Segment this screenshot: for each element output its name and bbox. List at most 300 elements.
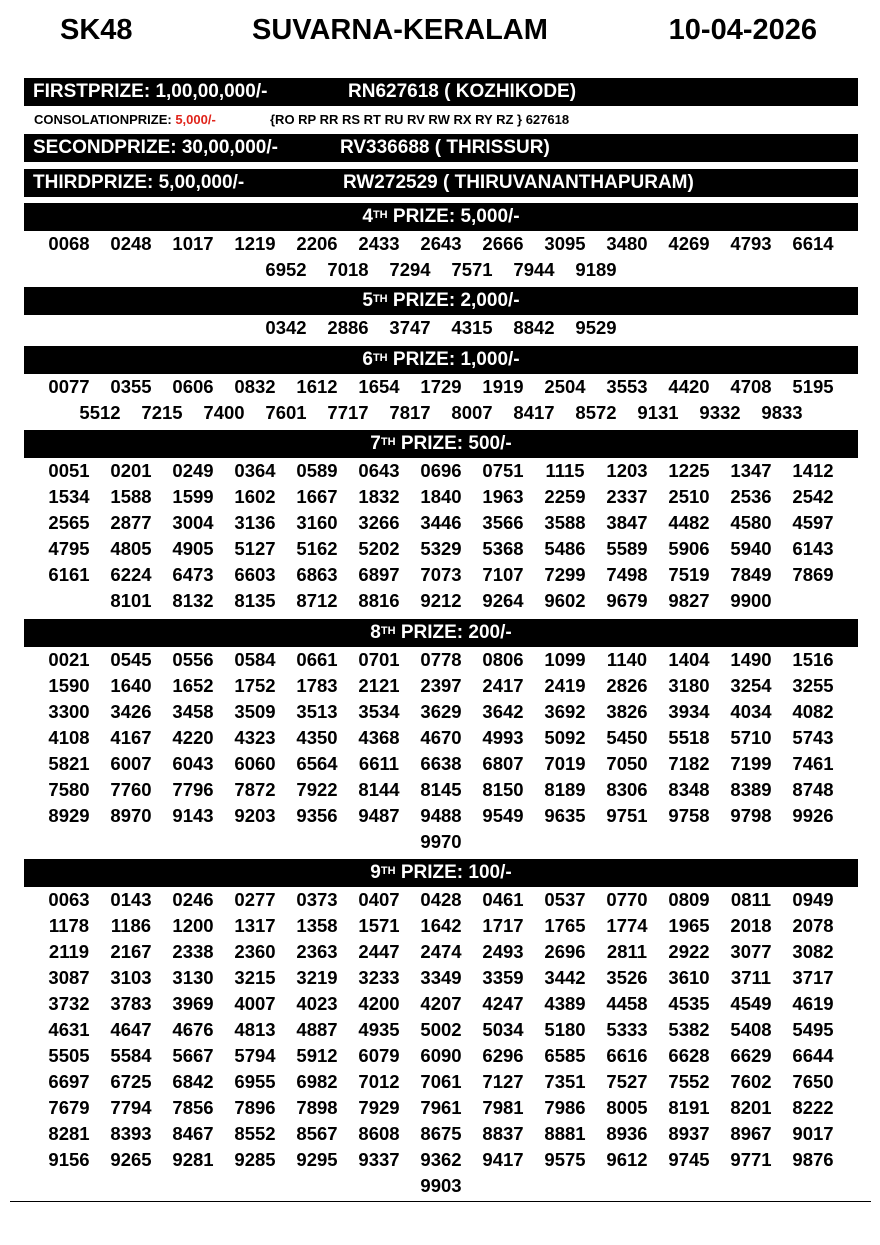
winning-numbers-grid-4 [24, 231, 858, 283]
numbers-row [24, 777, 858, 803]
winning-number: 9203 [234, 805, 276, 826]
winning-number: 9337 [358, 1149, 400, 1170]
first-prize-label: FIRSTPRIZE: 1,00,00,000/- [33, 81, 268, 102]
winning-number: 3266 [358, 512, 400, 533]
winning-number: 9827 [668, 590, 710, 611]
winning-number: 5495 [792, 1019, 834, 1040]
winning-number: 1774 [606, 915, 648, 936]
winning-number: 7215 [141, 402, 183, 423]
winning-number: 4813 [234, 1019, 276, 1040]
consolation-prize-line [34, 110, 570, 130]
numbers-row [24, 1173, 858, 1199]
winning-number: 0201 [110, 460, 152, 481]
winning-number: 8101 [110, 590, 152, 611]
rank-suffix: TH [380, 436, 396, 448]
winning-number: 0643 [358, 460, 400, 481]
winning-number: 1602 [234, 486, 276, 507]
winning-number: 8567 [296, 1123, 338, 1144]
winning-number: 6060 [234, 753, 276, 774]
winning-number: 3732 [48, 993, 90, 1014]
winning-number: 8135 [234, 590, 276, 611]
winning-number: 1588 [110, 486, 152, 507]
winning-number: 8816 [358, 590, 400, 611]
winning-number: 2121 [358, 675, 400, 696]
numbers-row [24, 1095, 858, 1121]
winning-number: 7796 [172, 779, 214, 800]
winning-number: 4905 [172, 538, 214, 559]
winning-number: 9745 [668, 1149, 710, 1170]
winning-number: 3254 [730, 675, 772, 696]
winning-number: 9926 [792, 805, 834, 826]
winning-number: 8306 [606, 779, 648, 800]
third-prize-bar [24, 169, 858, 197]
winning-number: 4458 [606, 993, 648, 1014]
winning-number: 7199 [730, 753, 772, 774]
winning-number: 3711 [730, 967, 772, 988]
winning-number: 0811 [730, 889, 772, 910]
winning-number: 6644 [792, 1045, 834, 1066]
winning-number: 2877 [110, 512, 152, 533]
winning-number: 8144 [358, 779, 400, 800]
winning-number: 3219 [296, 967, 338, 988]
second-prize-label: SECONDPRIZE: 30,00,000/- [33, 137, 278, 158]
winning-number: 1729 [420, 376, 462, 397]
winning-number: 9751 [606, 805, 648, 826]
winning-number: 4535 [668, 993, 710, 1014]
winning-number: 5408 [730, 1019, 772, 1040]
numbers-row [24, 803, 858, 829]
winning-number: 7981 [482, 1097, 524, 1118]
rank-suffix: TH [380, 625, 396, 637]
winning-number: 1017 [172, 233, 214, 254]
winning-number: 9798 [730, 805, 772, 826]
winning-numbers-grid-9 [24, 887, 858, 1199]
winning-number: 6863 [296, 564, 338, 585]
winning-number: 1783 [296, 675, 338, 696]
winning-number: 7519 [668, 564, 710, 585]
numbers-row [24, 991, 858, 1017]
numbers-row [24, 1069, 858, 1095]
prize-band-7 [24, 430, 858, 458]
winning-number: 1832 [358, 486, 400, 507]
winning-number: 7400 [203, 402, 245, 423]
winning-number: 2337 [606, 486, 648, 507]
winning-number: 9295 [296, 1149, 338, 1170]
winning-number: 2259 [544, 486, 586, 507]
winning-number: 1534 [48, 486, 90, 507]
winning-number: 1347 [730, 460, 772, 481]
winning-number: 9189 [575, 259, 617, 280]
winning-numbers-grid-7 [24, 458, 858, 614]
winning-number: 0407 [358, 889, 400, 910]
winning-number: 6842 [172, 1071, 214, 1092]
winning-number: 1652 [172, 675, 214, 696]
winning-number: 6614 [792, 233, 834, 254]
winning-number: 3180 [668, 675, 710, 696]
winning-number: 8189 [544, 779, 586, 800]
winning-number: 9143 [172, 805, 214, 826]
winning-number: 5821 [48, 753, 90, 774]
winning-number: 0342 [265, 317, 307, 338]
numbers-row [24, 939, 858, 965]
winning-number: 9602 [544, 590, 586, 611]
winning-number: 2360 [234, 941, 276, 962]
winning-number: 0832 [234, 376, 276, 397]
winning-number: 9758 [668, 805, 710, 826]
winning-number: 6952 [265, 259, 307, 280]
third-prize-label: THIRDPRIZE: 5,00,000/- [33, 172, 245, 193]
winning-number: 3300 [48, 701, 90, 722]
winning-number: 1178 [48, 915, 90, 936]
winning-number: 2119 [48, 941, 90, 962]
winning-number: 9900 [730, 590, 772, 611]
winning-number: 7294 [389, 259, 431, 280]
winning-number: 9212 [420, 590, 462, 611]
winning-number: 8393 [110, 1123, 152, 1144]
winning-number: 1516 [792, 649, 834, 670]
winning-number: 6161 [48, 564, 90, 585]
winning-number: 8970 [110, 805, 152, 826]
winning-number: 9635 [544, 805, 586, 826]
winning-number: 1612 [296, 376, 338, 397]
winning-number: 8222 [792, 1097, 834, 1118]
winning-number: 8281 [48, 1123, 90, 1144]
winning-number: 5743 [792, 727, 834, 748]
winning-number: 9264 [482, 590, 524, 611]
winning-number: 6473 [172, 564, 214, 585]
first-prize-ticket: RN627618 ( KOZHIKODE) [348, 81, 577, 102]
winning-number: 3215 [234, 967, 276, 988]
winning-number: 4482 [668, 512, 710, 533]
winning-number: 9356 [296, 805, 338, 826]
winning-number: 7944 [513, 259, 555, 280]
winning-number: 6043 [172, 753, 214, 774]
winning-number: 1219 [234, 233, 276, 254]
numbers-row [24, 374, 858, 400]
prize-amount-label: PRIZE: 200/- [400, 622, 512, 643]
numbers-row [24, 484, 858, 510]
prize-amount-label: PRIZE: 2,000/- [392, 290, 520, 311]
winning-number: 3509 [234, 701, 276, 722]
winning-number: 6725 [110, 1071, 152, 1092]
third-prize-ticket: RW272529 ( THIRUVANANTHAPURAM) [343, 172, 694, 193]
prize-rank: 4 [362, 206, 373, 227]
winning-number: 3629 [420, 701, 462, 722]
winning-number: 8348 [668, 779, 710, 800]
winning-number: 9017 [792, 1123, 834, 1144]
winning-number: 3349 [420, 967, 462, 988]
winning-numbers-grid-8 [24, 647, 858, 855]
winning-number: 1599 [172, 486, 214, 507]
winning-number: 3642 [482, 701, 524, 722]
numbers-row [24, 315, 858, 341]
prize-rank: 5 [362, 290, 373, 311]
winning-number: 7961 [420, 1097, 462, 1118]
winning-number: 5512 [79, 402, 121, 423]
winning-number: 7018 [327, 259, 369, 280]
winning-number: 7986 [544, 1097, 586, 1118]
winning-number: 9332 [699, 402, 741, 423]
winning-number: 8417 [513, 402, 555, 423]
winning-number: 9281 [172, 1149, 214, 1170]
prize-rank: 6 [362, 349, 373, 370]
winning-number: 6982 [296, 1071, 338, 1092]
winning-number: 1965 [668, 915, 710, 936]
winning-number: 1640 [110, 675, 152, 696]
winning-number: 3458 [172, 701, 214, 722]
winning-number: 8005 [606, 1097, 648, 1118]
winning-number: 1404 [668, 649, 710, 670]
winning-number: 7922 [296, 779, 338, 800]
first-prize-bar [24, 78, 858, 106]
winning-number: 2433 [358, 233, 400, 254]
winning-number: 7650 [792, 1071, 834, 1092]
winning-number: 0077 [48, 376, 90, 397]
winning-number: 8842 [513, 317, 555, 338]
winning-number: 3747 [389, 317, 431, 338]
winning-number: 4023 [296, 993, 338, 1014]
winning-number: 3095 [544, 233, 586, 254]
lottery-name: SUVARNA-KERALAM [252, 14, 548, 46]
winning-number: 7898 [296, 1097, 338, 1118]
winning-number: 0277 [234, 889, 276, 910]
winning-number: 7580 [48, 779, 90, 800]
winning-number: 7817 [389, 402, 431, 423]
winning-number: 8389 [730, 779, 772, 800]
winning-number: 8837 [482, 1123, 524, 1144]
winning-number: 0701 [358, 649, 400, 670]
winning-number: 7602 [730, 1071, 772, 1092]
winning-number: 9575 [544, 1149, 586, 1170]
winning-number: 3566 [482, 512, 524, 533]
prize-amount-label: PRIZE: 500/- [400, 433, 512, 454]
winning-number: 4350 [296, 727, 338, 748]
winning-numbers-grid-6 [24, 374, 858, 426]
draw-code: SK48 [60, 14, 133, 46]
winning-number: 6007 [110, 753, 152, 774]
winning-number: 6079 [358, 1045, 400, 1066]
numbers-row [24, 751, 858, 777]
winning-number: 0364 [234, 460, 276, 481]
winning-number: 6585 [544, 1045, 586, 1066]
winning-number: 3255 [792, 675, 834, 696]
draw-header [0, 12, 880, 48]
winning-number: 7601 [265, 402, 307, 423]
prize-band-5 [24, 287, 858, 315]
numbers-row [24, 887, 858, 913]
winning-number: 2167 [110, 941, 152, 962]
winning-number: 0461 [482, 889, 524, 910]
draw-date: 10-04-2026 [668, 14, 817, 46]
winning-number: 6638 [420, 753, 462, 774]
winning-number: 5180 [544, 1019, 586, 1040]
winning-number: 3442 [544, 967, 586, 988]
winning-number: 9487 [358, 805, 400, 826]
rank-suffix: TH [380, 865, 396, 877]
winning-number: 9549 [482, 805, 524, 826]
winning-number: 9265 [110, 1149, 152, 1170]
winning-number: 9156 [48, 1149, 90, 1170]
winning-number: 7571 [451, 259, 493, 280]
winning-number: 9970 [420, 831, 462, 852]
winning-number: 4200 [358, 993, 400, 1014]
winning-number: 1186 [110, 915, 152, 936]
winning-number: 4887 [296, 1019, 338, 1040]
winning-number: 4007 [234, 993, 276, 1014]
consolation-series: {RO RP RR RS RT RU RV RW RX RY RZ } 627618 [270, 112, 570, 127]
winning-number: 9131 [637, 402, 679, 423]
winning-number: 5667 [172, 1045, 214, 1066]
winning-number: 5912 [296, 1045, 338, 1066]
winning-number: 2643 [420, 233, 462, 254]
numbers-row [24, 647, 858, 673]
winning-number: 4420 [668, 376, 710, 397]
winning-number: 2417 [482, 675, 524, 696]
winning-number: 3513 [296, 701, 338, 722]
winning-number: 3130 [172, 967, 214, 988]
winning-number: 4082 [792, 701, 834, 722]
winning-number: 5450 [606, 727, 648, 748]
winning-number: 7019 [544, 753, 586, 774]
winning-number: 8929 [48, 805, 90, 826]
winning-number: 9903 [420, 1175, 462, 1196]
winning-number: 0068 [48, 233, 90, 254]
winning-number: 8145 [420, 779, 462, 800]
winning-number: 1752 [234, 675, 276, 696]
winning-number: 1358 [296, 915, 338, 936]
winning-number: 0770 [606, 889, 648, 910]
winning-number: 7552 [668, 1071, 710, 1092]
winning-number: 3826 [606, 701, 648, 722]
rank-suffix: TH [372, 352, 388, 364]
winning-number: 5034 [482, 1019, 524, 1040]
winning-number: 8572 [575, 402, 617, 423]
winning-number: 6296 [482, 1045, 524, 1066]
winning-number: 7869 [792, 564, 834, 585]
winning-number: 2504 [544, 376, 586, 397]
winning-number: 0584 [234, 649, 276, 670]
winning-number: 5486 [544, 538, 586, 559]
winning-number: 8712 [296, 590, 338, 611]
winning-number: 7127 [482, 1071, 524, 1092]
winning-number: 4368 [358, 727, 400, 748]
winning-number: 8150 [482, 779, 524, 800]
winning-number: 0021 [48, 649, 90, 670]
winning-number: 3136 [234, 512, 276, 533]
winning-number: 6090 [420, 1045, 462, 1066]
winning-number: 2886 [327, 317, 369, 338]
winning-number: 9285 [234, 1149, 276, 1170]
winning-number: 7012 [358, 1071, 400, 1092]
winning-number: 4676 [172, 1019, 214, 1040]
winning-number: 6143 [792, 538, 834, 559]
winning-number: 4108 [48, 727, 90, 748]
winning-number: 2419 [544, 675, 586, 696]
winning-number: 3087 [48, 967, 90, 988]
numbers-row [24, 588, 858, 614]
second-prize-ticket: RV336688 ( THRISSUR) [340, 137, 550, 158]
winning-number: 2565 [48, 512, 90, 533]
winning-number: 4619 [792, 993, 834, 1014]
winning-number: 7856 [172, 1097, 214, 1118]
winning-number: 2696 [544, 941, 586, 962]
winning-number: 6629 [730, 1045, 772, 1066]
winning-number: 8748 [792, 779, 834, 800]
prize-band-6 [24, 346, 858, 374]
winning-number: 9488 [420, 805, 462, 826]
winning-number: 3969 [172, 993, 214, 1014]
winning-number: 5518 [668, 727, 710, 748]
winning-number: 1412 [792, 460, 834, 481]
winning-number: 7182 [668, 753, 710, 774]
winning-number: 7849 [730, 564, 772, 585]
winning-number: 2536 [730, 486, 772, 507]
numbers-row [24, 1147, 858, 1173]
winning-number: 0051 [48, 460, 90, 481]
winning-number: 9679 [606, 590, 648, 611]
winning-number: 5127 [234, 538, 276, 559]
winning-number: 5162 [296, 538, 338, 559]
winning-number: 3082 [792, 941, 834, 962]
winning-number: 9876 [792, 1149, 834, 1170]
winning-number: 5584 [110, 1045, 152, 1066]
winning-number: 1919 [482, 376, 524, 397]
winning-number: 8936 [606, 1123, 648, 1144]
winning-number: 0373 [296, 889, 338, 910]
winning-number: 4597 [792, 512, 834, 533]
winning-number: 1571 [358, 915, 400, 936]
numbers-row [24, 829, 858, 855]
prize-rank: 9 [370, 862, 381, 883]
winning-number: 4631 [48, 1019, 90, 1040]
numbers-row [24, 725, 858, 751]
winning-number: 3534 [358, 701, 400, 722]
winning-number: 9771 [730, 1149, 772, 1170]
winning-number: 4708 [730, 376, 772, 397]
winning-number: 9529 [575, 317, 617, 338]
winning-number: 3717 [792, 967, 834, 988]
winning-number: 4323 [234, 727, 276, 748]
winning-number: 0556 [172, 649, 214, 670]
winning-number: 5710 [730, 727, 772, 748]
winning-number: 7107 [482, 564, 524, 585]
winning-number: 7299 [544, 564, 586, 585]
numbers-row [24, 231, 858, 257]
prize-amount-label: PRIZE: 5,000/- [392, 206, 520, 227]
winning-number: 1203 [606, 460, 648, 481]
winning-number: 0428 [420, 889, 462, 910]
winning-number: 6628 [668, 1045, 710, 1066]
winning-number: 4580 [730, 512, 772, 533]
winning-number: 1654 [358, 376, 400, 397]
winning-number: 2811 [606, 941, 648, 962]
winning-number: 5195 [792, 376, 834, 397]
numbers-row [24, 257, 858, 283]
winning-number: 0246 [172, 889, 214, 910]
winning-number: 3934 [668, 701, 710, 722]
prize-rank: 8 [370, 622, 381, 643]
winning-number: 3160 [296, 512, 338, 533]
numbers-row [24, 699, 858, 725]
winning-number: 7461 [792, 753, 834, 774]
winning-number: 9417 [482, 1149, 524, 1170]
numbers-row [24, 965, 858, 991]
winning-number: 3692 [544, 701, 586, 722]
winning-number: 6224 [110, 564, 152, 585]
winning-number: 5906 [668, 538, 710, 559]
winning-number: 3103 [110, 967, 152, 988]
prize-rank: 7 [370, 433, 381, 454]
